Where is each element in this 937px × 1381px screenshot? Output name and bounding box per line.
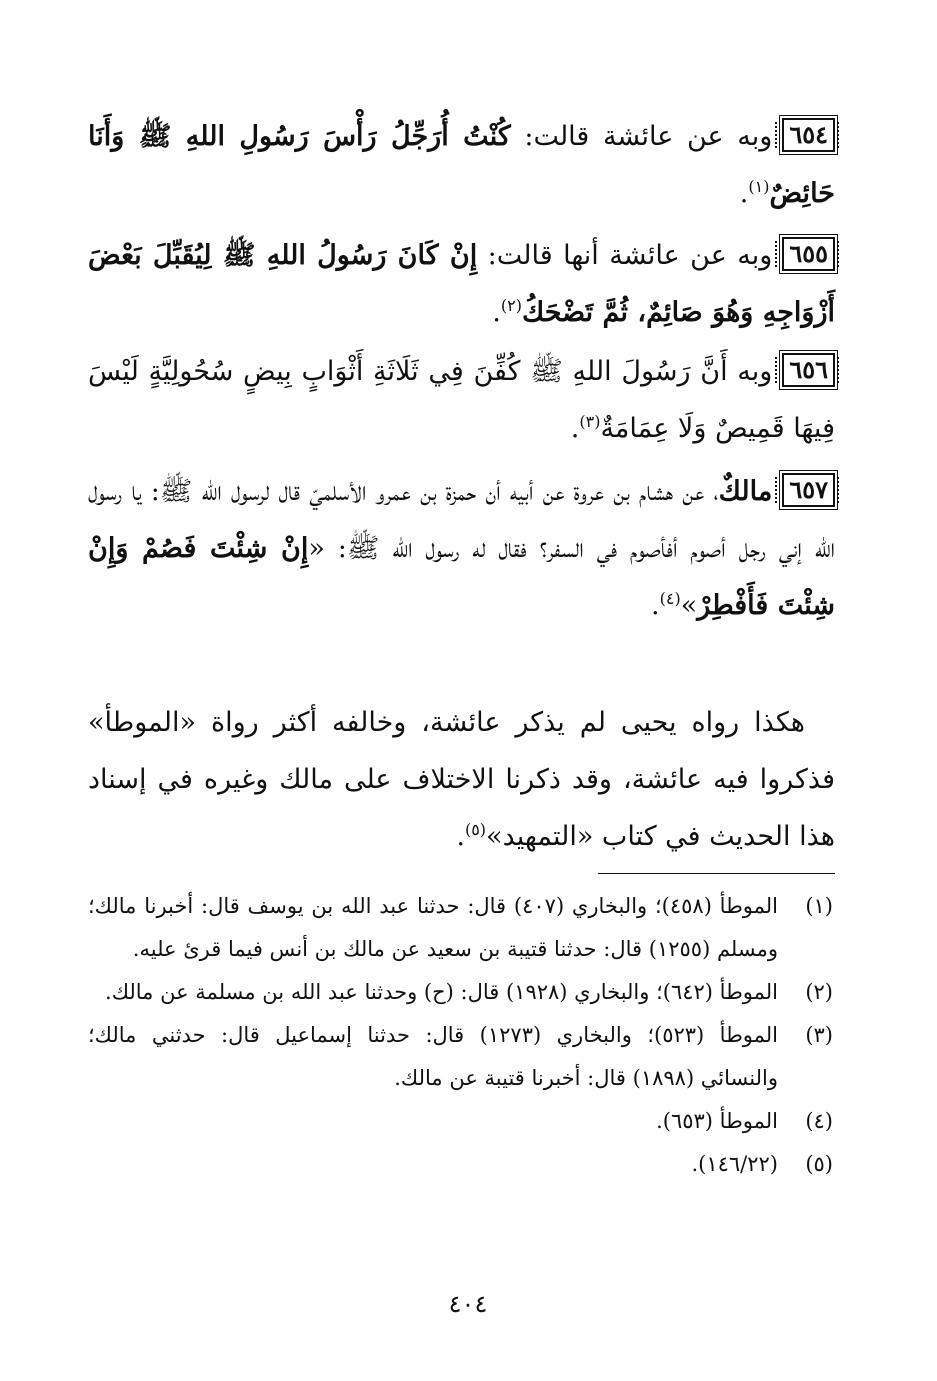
hadith-655 [88, 227, 835, 341]
footnote-ref: (٣) [579, 412, 601, 431]
hadith-intro: وبه أَنَّ رَسُولَ اللهِ ﷺ كُفِّنَ فِي ثَلَاثَةِ أَثْوَابٍ بِيضٍ سُحُولِيَّةٍ لَيْسَ فِيهَا قَمِيصٌ وَلَا عِمَامَةٌ [88, 356, 835, 444]
footnote-text: الموطأ (٦٥٣). [656, 1109, 778, 1133]
hadith-number-badge: ٦٥٤ [782, 118, 835, 152]
hadith-657 [88, 463, 835, 634]
page-number: ٤٠٤ [448, 1290, 488, 1318]
hadith-end: . [492, 297, 501, 328]
footnote-text: الموطأ (٤٥٨)؛ والبخاري (٤٠٧) قال: حدثنا عبد الله بن يوسف قال: أخبرنا مالك؛ ومسلم (١٢٥٥) قال: حدثنا قتيبة بن سعيد عن مالك بن أنس فيما قرئ عليه. [88, 894, 779, 961]
quote-close: » [680, 590, 698, 621]
footnote-item [88, 1100, 833, 1143]
hadith-656 [88, 343, 835, 457]
footnotes [88, 885, 833, 1186]
hadith-intro: وبه عن عائشة أنها قالت: [477, 240, 773, 271]
footnote-ref: (٢) [500, 296, 522, 315]
hadith-end: . [739, 178, 749, 209]
footnote-item [88, 1014, 833, 1100]
hadith-number-badge: ٦٥٦ [782, 353, 835, 387]
narrator-name: مالكٌ [718, 476, 773, 507]
footnote-ref: (٤) [659, 589, 681, 608]
footnote-number: (٣) [805, 1023, 833, 1047]
footnote-item [88, 971, 833, 1014]
footnote-number: (٢) [805, 980, 833, 1004]
footnote-item [88, 1143, 833, 1186]
footnote-text: الموطأ (٦٤٢)؛ والبخاري (١٩٢٨) قال: (ح) وحدثنا عبد الله بن مسلمة عن مالك. [105, 980, 778, 1004]
footnote-number: (٥) [805, 1152, 833, 1176]
footnote-text: الموطأ (٥٢٣)؛ والبخاري (١٢٧٣) قال: حدثنا إسماعيل قال: حدثني مالك؛ والنسائي (١٨٩٨) قال: أخبرنا قتيبة عن مالك. [88, 1023, 779, 1090]
hadith-quote: كُنْتُ أُرَجِّلُ رَأْسَ رَسُولِ اللهِ ﷺ وَأَنَا حَائِضٌ [88, 121, 835, 209]
hadith-number-badge: ٦٥٥ [782, 237, 835, 271]
commentary-text: هكذا رواه يحيى لم يذكر عائشة، وخالفه أكثر رواة «الموطأ» فذكروا فيه عائشة، وقد ذكرنا الاختلاف على مالك وغيره في إسناد هذا الحديث في كتاب «التمهيد» [88, 707, 835, 852]
hadith-quote: إِنْ كَانَ رَسُولُ اللهِ ﷺ لِيُقَبِّلَ بَعْضَ أَزْوَاجِهِ وَهُوَ صَائِمٌ، ثُمَّ تَضْحَكُ [88, 240, 835, 328]
hadith-intro: وبه عن عائشة قالت: [510, 121, 773, 152]
hadith-end: . [651, 590, 660, 621]
footnote-number: (١) [805, 894, 833, 918]
footnote-item [88, 885, 833, 971]
hadith-quote: إِنْ شِئْتَ فَصُمْ وَإِنْ شِئْتَ فَأَفْطِرْ [88, 533, 835, 621]
footnote-text: (١٤٦/٢٢). [691, 1152, 778, 1176]
footnote-number: (٤) [805, 1109, 833, 1133]
footnote-ref: (١) [748, 177, 770, 196]
hadith-654 [88, 108, 835, 222]
commentary-paragraph [88, 694, 835, 865]
hadith-number-badge: ٦٥٧ [782, 473, 835, 507]
footnote-ref: (٥) [464, 820, 487, 839]
hadith-end: . [570, 413, 580, 444]
hadith-intro: ، عن هشام بن عروة عن أبيه أن حمزة بن عمرو الأسلميّ قال لرسول الله ﷺ: يا رسول الله إني رجل أصوم أفأصوم في السفر؟ فقال له رسول الله ﷺ: « [88, 476, 835, 564]
footnote-divider [598, 873, 835, 874]
commentary-end: . [456, 821, 465, 852]
